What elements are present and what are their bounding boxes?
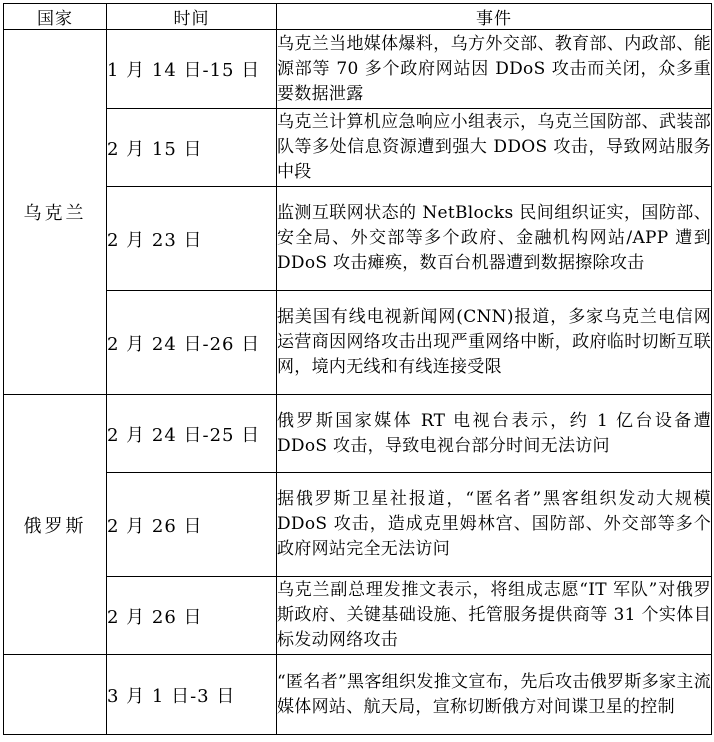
date-cell: 3 月 1 日-3 日 bbox=[107, 655, 277, 735]
table-row bbox=[4, 109, 712, 187]
table-row bbox=[4, 655, 712, 735]
table-row bbox=[4, 187, 712, 291]
header-time: 时间 bbox=[107, 4, 277, 30]
event-cell: 乌克兰当地媒体爆料，乌方外交部、教育部、内政部、能源部等 70 多个政府网站因 DDoS 攻击而关闭，众多重要数据泄露 bbox=[277, 30, 712, 109]
date-cell: 2 月 23 日 bbox=[107, 187, 277, 291]
date-cell: 2 月 24 日-26 日 bbox=[107, 291, 277, 395]
event-cell: 俄罗斯国家媒体 RT 电视台表示，约 1 亿台设备遭 DDoS 攻击，导致电视台部分时间无法访问 bbox=[277, 395, 712, 473]
date-cell: 2 月 26 日 bbox=[107, 577, 277, 655]
table-row bbox=[4, 30, 712, 109]
table-row bbox=[4, 577, 712, 655]
events-table bbox=[3, 3, 712, 735]
event-cell: 据俄罗斯卫星社报道，“匿名者”黑客组织发动大规模 DDoS 攻击，造成克里姆林宫、国防部、外交部等多个政府网站完全无法访问 bbox=[277, 473, 712, 577]
header-country: 国家 bbox=[4, 4, 107, 30]
header-row bbox=[4, 4, 712, 30]
date-cell: 2 月 24 日-25 日 bbox=[107, 395, 277, 473]
event-cell: 乌克兰副总理发推文表示，将组成志愿“IT 军队”对俄罗斯政府、关键基础设施、托管服务提供商等 31 个实体目标发动网络攻击 bbox=[277, 577, 712, 655]
country-cell-empty bbox=[4, 655, 107, 735]
table-row bbox=[4, 395, 712, 473]
table-row bbox=[4, 473, 712, 577]
event-cell: 监测互联网状态的 NetBlocks 民间组织证实，国防部、安全局、外交部等多个政府、金融机构网站/APP 遭到 DDoS 攻击瘫痪，数百台机器遭到数据擦除攻击 bbox=[277, 187, 712, 291]
date-cell: 2 月 26 日 bbox=[107, 473, 277, 577]
event-cell: 乌克兰计算机应急响应小组表示，乌克兰国防部、武装部队等多处信息资源遭到强大 DDOS 攻击，导致网站服务中段 bbox=[277, 109, 712, 187]
country-cell-ukraine: 乌克兰 bbox=[4, 30, 107, 395]
date-cell: 1 月 14 日-15 日 bbox=[107, 30, 277, 109]
event-cell: 据美国有线电视新闻网(CNN)报道，多家乌克兰电信网运营商因网络攻击出现严重网络中断，政府临时切断互联网，境内无线和有线连接受限 bbox=[277, 291, 712, 395]
header-event: 事件 bbox=[277, 4, 712, 30]
country-cell-russia: 俄罗斯 bbox=[4, 395, 107, 655]
date-cell: 2 月 15 日 bbox=[107, 109, 277, 187]
event-cell: “匿名者”黑客组织发推文宣布，先后攻击俄罗斯多家主流媒体网站、航天局，宣称切断俄方对间谍卫星的控制 bbox=[277, 655, 712, 735]
table-row bbox=[4, 291, 712, 395]
